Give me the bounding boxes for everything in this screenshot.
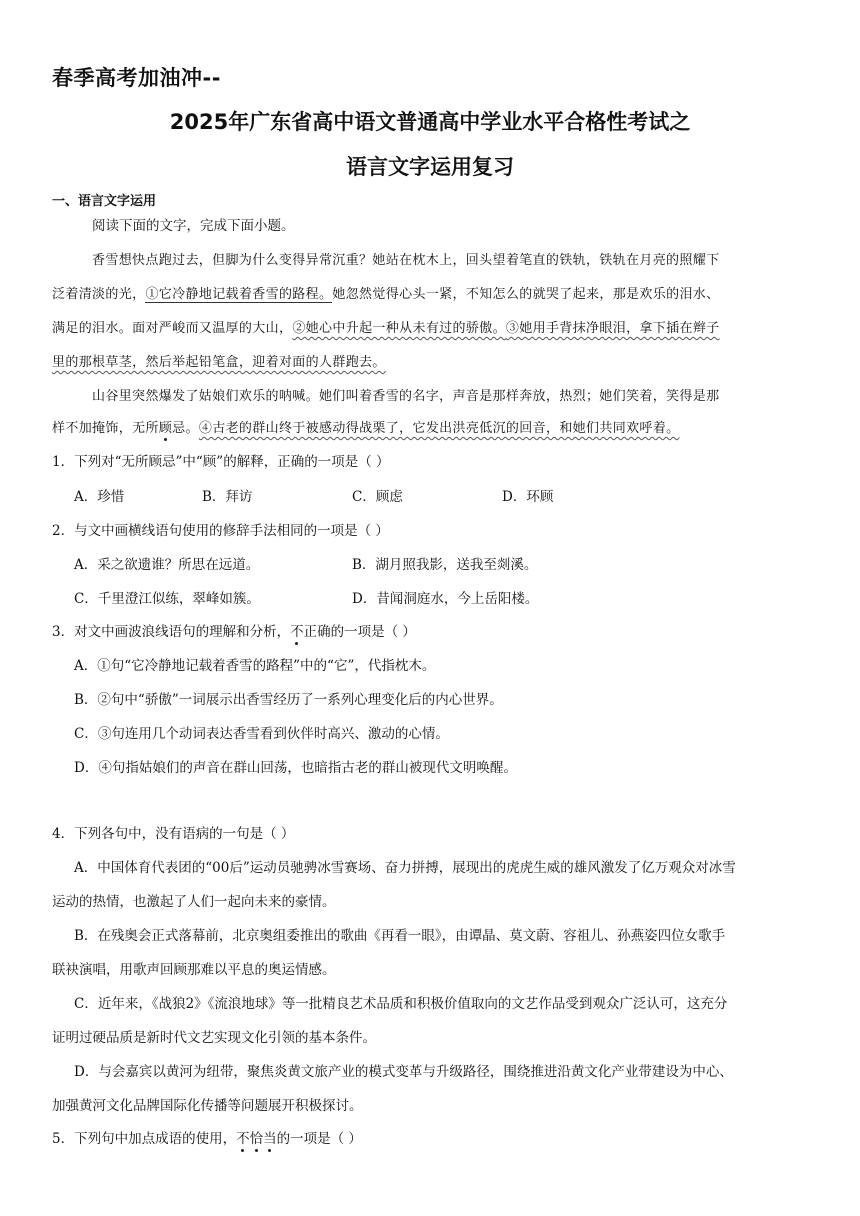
emphasis-dot-char: 恰 bbox=[249, 1131, 264, 1147]
emphasis-dot-char: 顾 bbox=[158, 421, 173, 436]
question-5-stem-text: 的一项是（ ） bbox=[276, 1131, 362, 1147]
question-3-option-d[interactable]: D．④句指姑娘们的声音在群山回荡，也暗指古老的群山被现代文明唤醒。 bbox=[74, 760, 517, 776]
question-2-option-a[interactable]: A．采之欲遗谁？所思在远道。 bbox=[74, 557, 260, 573]
passage-line bbox=[52, 319, 720, 339]
reading-instruction: 阅读下面的文字，完成下面小题。 bbox=[92, 218, 295, 234]
question-3-stem-text: 正确的一项是（ ） bbox=[303, 624, 416, 640]
underlined-sentence-1: ①它冷静地记载着香雪的路程。 bbox=[145, 287, 333, 302]
question-1-option-a[interactable]: A．珍惜 bbox=[74, 489, 125, 505]
document-subtitle: 语言文字运用复习 bbox=[346, 155, 514, 179]
question-3-option-b[interactable]: B．②句中“骄傲”一词展示出香雪经历了一系列心理变化后的内心世界。 bbox=[74, 692, 503, 708]
passage-text: 她忽然觉得心头一紧，不知怎么的就哭了起来，那是欢乐的泪水、 bbox=[332, 287, 720, 302]
document-title: 2025年广东省高中语文普通高中学业水平合格性考试之 bbox=[169, 110, 691, 134]
wavy-sentence-3-cont: 里的那根草茎，然后举起铅笔盒，迎着对面的人群跑去。 bbox=[52, 355, 386, 370]
question-3-option-c[interactable]: C．③句连用几个动词表达香雪看到伙伴时高兴、激动的心情。 bbox=[74, 726, 449, 742]
question-4-stem: 4．下列各句中，没有语病的一句是（ ） bbox=[52, 826, 295, 842]
passage-line: 山谷里突然爆发了姑娘们欢乐的呐喊。她们叫着香雪的名字，声音是那样奔放，热烈；她们笑着，笑得是那 bbox=[92, 389, 720, 404]
question-3-stem bbox=[52, 622, 416, 642]
emphasis-dot-char: 不 bbox=[290, 624, 304, 640]
question-1-option-c[interactable]: C．顾虑 bbox=[352, 489, 403, 505]
question-4-option-a[interactable]: A．中国体育代表团的“00后”运动员驰骋冰雪赛场、奋力拼搏，展现出的虎虎生威的雄风激发了亿万观众对冰雪 bbox=[74, 860, 736, 876]
question-4-option-d[interactable]: D．与会嘉宾以黄河为纽带，聚焦炎黄文旅产业的模式变革与升级路径，围绕推进沿黄文化产业带建设为中心、 bbox=[74, 1064, 733, 1080]
passage-text: 泛着清淡的光， bbox=[52, 287, 146, 302]
wavy-sentence-4: ④古老的群山终于被感动得战栗了，它发出洪亮低沉的回音，和她们共同欢呼着。 bbox=[198, 421, 680, 436]
question-4-option-a-cont: 运动的热情，也激起了人们一起向未来的豪情。 bbox=[52, 894, 336, 910]
question-5-stem bbox=[52, 1129, 362, 1149]
question-1-option-b[interactable]: B．拜访 bbox=[202, 489, 253, 505]
tagline: 春季高考加油冲-- bbox=[52, 66, 221, 90]
question-1-stem: 1．下列对“无所顾忌”中“顾”的解释，正确的一项是（ ） bbox=[52, 454, 390, 470]
question-4-option-c[interactable]: C．近年来，《战狼2》《流浪地球》等一批精良艺术品质和积极价值取向的文艺作品受到观众广泛认可，这充分 bbox=[74, 996, 728, 1012]
passage-line bbox=[52, 419, 679, 439]
question-5-stem-text: 5．下列句中加点成语的使用， bbox=[52, 1131, 237, 1147]
question-3-stem-text: 3．对文中画波浪线语句的理解和分析， bbox=[52, 624, 291, 640]
wavy-sentence-2: ②她心中升起一种从未有过的骄傲。 bbox=[292, 321, 506, 336]
passage-text: 忌。 bbox=[172, 421, 199, 436]
question-4-option-b[interactable]: B．在残奥会正式落幕前，北京奥组委推出的歌曲《再看一眼》，由谭晶、莫文蔚、容祖儿、孙燕姿四位女歌手 bbox=[74, 928, 726, 944]
section-heading: 一、语言文字运用 bbox=[52, 194, 157, 209]
question-2-stem: 2．与文中画横线语句使用的修辞手法相同的一项是（ ） bbox=[52, 523, 389, 539]
question-1-option-d[interactable]: D．环顾 bbox=[502, 489, 554, 505]
emphasis-dot-char: 当 bbox=[263, 1131, 277, 1147]
question-2-option-d[interactable]: D．昔闻洞庭水，今上岳阳楼。 bbox=[352, 591, 539, 607]
question-2-option-c[interactable]: C．千里澄江似练，翠峰如簇。 bbox=[74, 591, 260, 607]
question-4-option-b-cont: 联袂演唱，用歌声回顾那难以平息的奥运情感。 bbox=[52, 962, 336, 978]
question-4-option-d-cont: 加强黄河文化品牌国际化传播等问题展开积极探讨。 bbox=[52, 1098, 363, 1114]
wavy-sentence-3: ③她用手背抹净眼泪，拿下插在辫子 bbox=[505, 321, 720, 336]
emphasis-dot-char: 不 bbox=[236, 1131, 250, 1147]
passage-line bbox=[52, 353, 386, 373]
passage-text: 样不加掩饰，无所 bbox=[52, 421, 159, 436]
passage-text: 满足的泪水。面对严峻而又温厚的大山， bbox=[52, 321, 293, 336]
passage-line bbox=[52, 285, 720, 305]
question-3-option-a[interactable]: A．①句“它冷静地记载着香雪的路程”中的“它”，代指枕木。 bbox=[74, 658, 436, 674]
passage-line: 香雪想快点跑过去，但脚为什么变得异常沉重？她站在枕木上，回头望着笔直的铁轨，铁轨在月亮的照耀下 bbox=[92, 253, 720, 268]
question-4-option-c-cont: 证明过硬品质是新时代文艺实现文化引领的基本条件。 bbox=[52, 1030, 376, 1046]
question-2-option-b[interactable]: B．湖月照我影，送我至剡溪。 bbox=[352, 557, 538, 573]
